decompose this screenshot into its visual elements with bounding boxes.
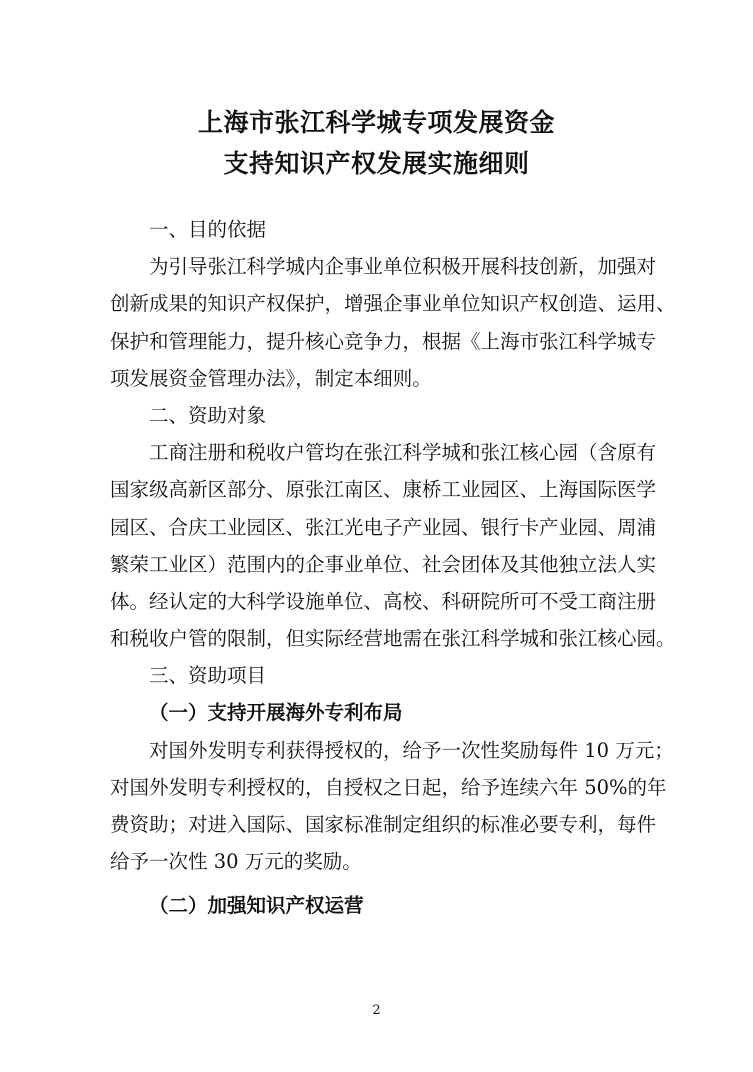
paragraph-last-line: 项发展资金管理办法》，制定本细则。 xyxy=(110,366,432,390)
paragraph-first-line: 为引导张江科学城内企事业单位积极开展科技创新，加强对 xyxy=(149,255,657,279)
body-line: 费资助；对进入国际、国家标准制定组织的标准必要专利，每件 xyxy=(110,813,657,836)
body-line: 体。经认定的大科学设施单位、高校、科研院所可不受工商注册 xyxy=(110,589,657,613)
body-line: 园区、合庆工业园区、张江光电子产业园、银行卡产业园、周浦 xyxy=(110,515,657,539)
body-line: 繁荣工业区）范围内的企事业单位、社会团体及其他独立法人实 xyxy=(110,552,657,576)
body-line: 创新成果的知识产权保护，增强企事业单位知识产权创造、运用、 xyxy=(110,292,676,316)
paragraph-first-line: 工商注册和税收户管均在张江科学城和张江核心园（含原有 xyxy=(149,441,657,465)
body-line: 保护和管理能力，提升核心竞争力，根据《上海市张江科学城专 xyxy=(110,329,657,353)
document-title-line-1: 上海市张江科学城专项发展资金 xyxy=(197,108,555,137)
document-body xyxy=(110,211,676,925)
section-heading: 一、目的依据 xyxy=(149,218,267,241)
paragraph-last-line: 给予一次性 30 万元的奖励。 xyxy=(110,850,362,874)
page-number: 2 xyxy=(372,1003,381,1018)
document-title-line-2: 支持知识产权发展实施细则 xyxy=(223,149,530,178)
subsection-heading: （二）加强知识产权运营 xyxy=(149,894,364,918)
paragraph-first-line: 对国外发明专利获得授权的，给予一次性奖励每件 10 万元； xyxy=(149,738,674,762)
paragraph-gap xyxy=(110,880,650,887)
section-heading: 三、资助项目 xyxy=(149,664,267,688)
paragraph-last-line: 和税收户管的限制，但实际经营地需在张江科学城和张江核心园。 xyxy=(110,627,676,651)
section-heading: 二、资助对象 xyxy=(149,403,267,427)
body-line: 对国外发明专利授权的，自授权之日起，给予连续六年 50%的年 xyxy=(110,775,667,799)
body-line: 国家级高新区部分、原张江南区、康桥工业园区、上海国际医学 xyxy=(110,478,657,502)
subsection-heading: （一）支持开展海外专利布局 xyxy=(149,701,403,725)
